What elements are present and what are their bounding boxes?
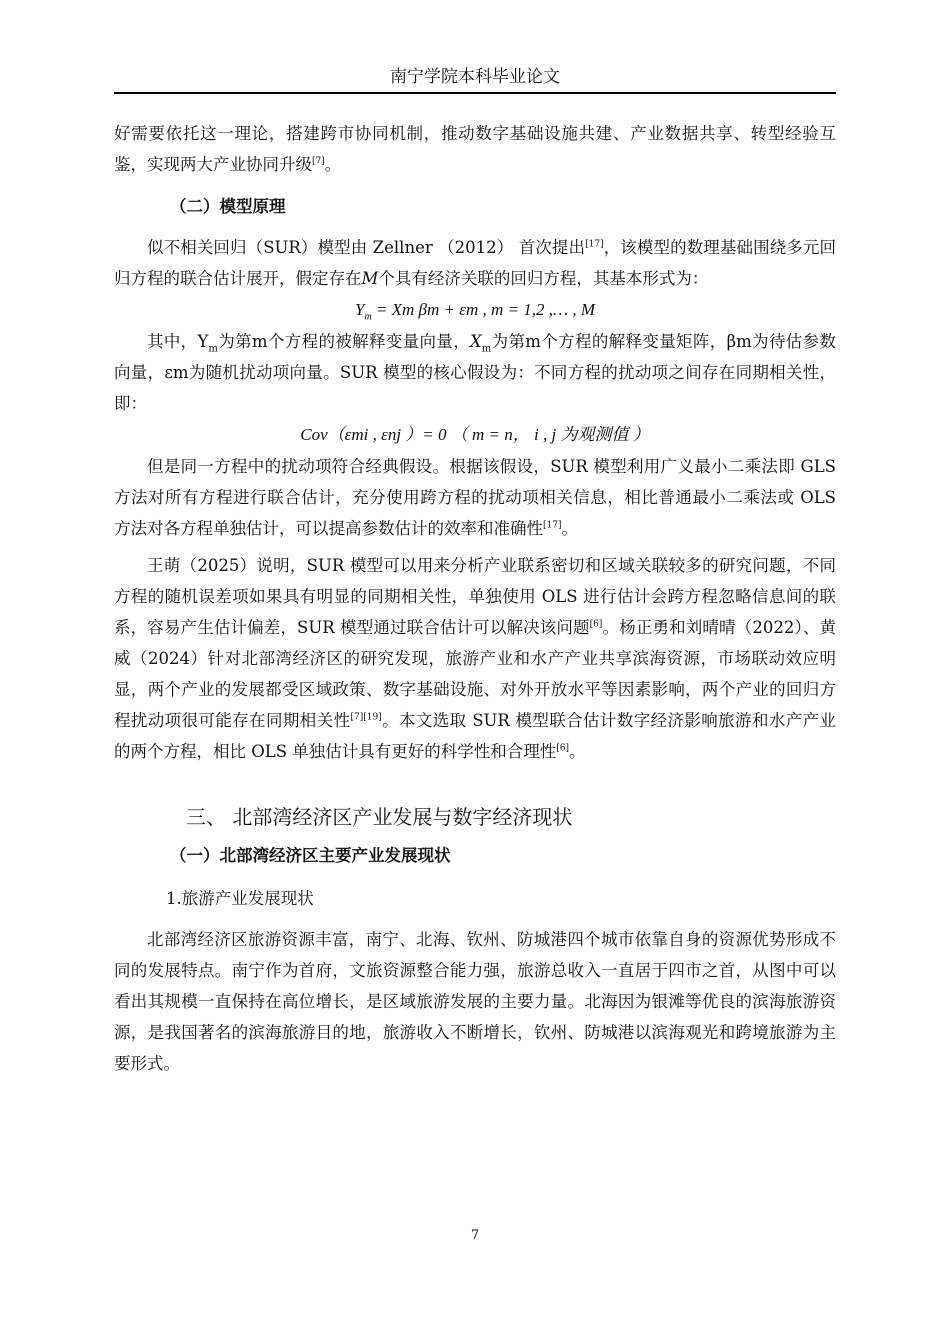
paragraph-continuation: 好需要依托这一理论，搭建跨市协同机制，推动数字基础设施共建、产业数据共享、转型经验互鉴，实现两大产业协同升级[7]。: [114, 124, 836, 174]
paragraph-sur-intro: 似不相关回归（SUR）模型由 Zellner （2012） 首次提出[17]，该模型的数理基础围绕多元回归方程的联合估计展开，假定存在M个具有经济关联的回归方程，其基本形式为：: [114, 238, 837, 288]
citation: [6]: [556, 743, 570, 754]
citation: [6]: [589, 619, 603, 630]
formula-covariance: Cov（εmi , εnj ）= 0 （ m = n， i , j 为观测值 ）: [300, 425, 650, 444]
citation: [7][19]: [350, 712, 382, 723]
page-number: 7: [470, 1228, 480, 1243]
citation: [7]: [312, 156, 325, 167]
chapter-heading-three: 三、 北部湾经济区产业发展与数字经济现状: [186, 805, 573, 829]
paragraph-variables: 其中，$Y_m$为第m个方程的被解释变量向量，$X_m$为第m个方程的解释变量矩阵，βm为待估参数向量，εm为随机扰动项向量。SUR 模型的核心假设为：不同方程的扰动项之间存在同期相关性，即：: [114, 332, 836, 413]
paragraph-wangmeng: 王萌（2025）说明，SUR 模型可以用来分析产业联系密切和区域关联较多的研究问题，不同方程的随机误差项如果具有明显的同期相关性，单独使用 OLS 进行估计会跨方程忽略信息间的联系，容易产生估计偏差，SUR 模型通过联合估计可以解决该问题[6]。杨正勇和刘晴晴（2022）、黄威（2024）针对北部湾经济区的研究发现，旅游产业和水产产业共享滨海资源，市场联动效应明显，两个产业的发展都受区域政策、数字基础设施、对外开放水平等因素影响，两个产业的回归方程扰动项很可能存在同期相关性[7][19]。本文选取 SUR 模型联合估计数字经济影响旅游和水产产业的两个方程，相比 OLS 单独估计具有更好的科学性和合理性[6]。: [114, 556, 837, 761]
section-heading-industry: （一）北部湾经济区主要产业发展现状: [170, 846, 451, 865]
subsection-heading-tourism: 1.旅游产业发展现状: [166, 889, 314, 908]
paragraph-gls: 但是同一方程中的扰动项符合经典假设。根据该假设，SUR 模型利用广义最小二乘法即 GLS 方法对所有方程进行联合估计，充分使用跨方程的扰动项相关信息，相比普通最小二乘法或 OLS 方法对各方程单独估计，可以提高参数估计的效率和准确性[17]。: [114, 457, 836, 538]
page-header: 南宁学院本科毕业论文: [114, 62, 836, 94]
citation: [17]: [543, 520, 562, 531]
paragraph-tourism: 北部湾经济区旅游资源丰富，南宁、北海、钦州、防城港四个城市依靠自身的资源优势形成不同的发展特点。南宁作为首府，文旅资源整合能力强，旅游总收入一直居于四市之首，从图中可以看出其规模一直保持在高位增长，是区域旅游发展的主要力量。北海因为银滩等优良的滨海旅游资源，是我国著名的滨海旅游目的地，旅游收入不断增长，钦州、防城港以滨海观光和跨境旅游为主要形式。: [114, 930, 836, 1073]
citation: [17]: [585, 239, 604, 250]
section-heading-model: （二）模型原理: [170, 197, 286, 216]
document-body: [114, 118, 836, 1079]
formula-sur: $Y_m = Xm$ βm + εm , m = 1,2 ,… , M: [354, 300, 596, 323]
